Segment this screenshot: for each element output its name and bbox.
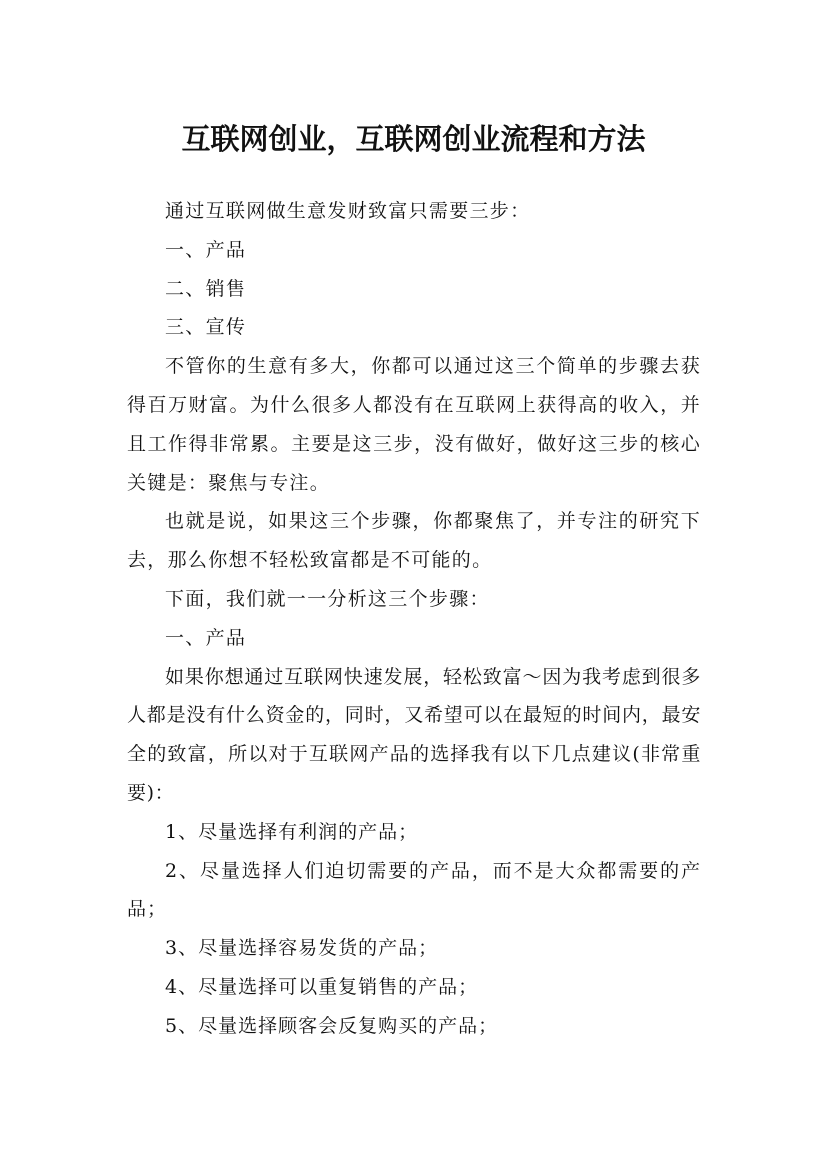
list-item-3: 3、尽量选择容易发货的产品； [165,937,439,960]
list-item-4: 4、尽量选择可以重复销售的产品； [165,975,479,998]
list-item-2: 2、尽量选择人们迫切需要的产品，而不是大众都需要的产品； [127,859,701,921]
paragraph-section-product: 一、产品 [165,626,247,649]
paragraph-core-key: 不管你的生意有多大，你都可以通过这三个简单的步骤去获得百万财富。为什么很多人都没有在互联网上获得高的收入，并且工作得非常累。主要是这三步，没有做好，做好这三步的核心关键是：聚焦与专注。 [127,355,701,494]
paragraph-intro: 通过互联网做生意发财致富只需要三步： [165,200,531,222]
paragraph-product-advice: 如果你想通过互联网快速发展，轻松致富～因为我考虑到很多人都是没有什么资金的，同时，又希望可以在最短的时间内，最安全的致富，所以对于互联网产品的选择我有以下几点建议(非常重要)： [127,665,701,804]
paragraph-step-product: 一、产品 [165,238,247,261]
list-item-1: 1、尽量选择有利润的产品； [165,820,419,843]
document-body [127,192,701,1046]
paragraph-step-promotion: 三、宣传 [165,316,247,339]
paragraph-analysis-intro: 下面，我们就一一分析这三个步骤： [165,587,490,610]
list-item-5: 5、尽量选择顾客会反复购买的产品； [165,1014,499,1037]
paragraph-step-sales: 二、销售 [165,277,247,300]
document-title: 互联网创业，互联网创业流程和方法 [181,122,646,157]
paragraph-focus: 也就是说，如果这三个步骤，你都聚焦了，并专注的研究下去，那么你想不轻松致富都是不可能的。 [127,510,701,572]
